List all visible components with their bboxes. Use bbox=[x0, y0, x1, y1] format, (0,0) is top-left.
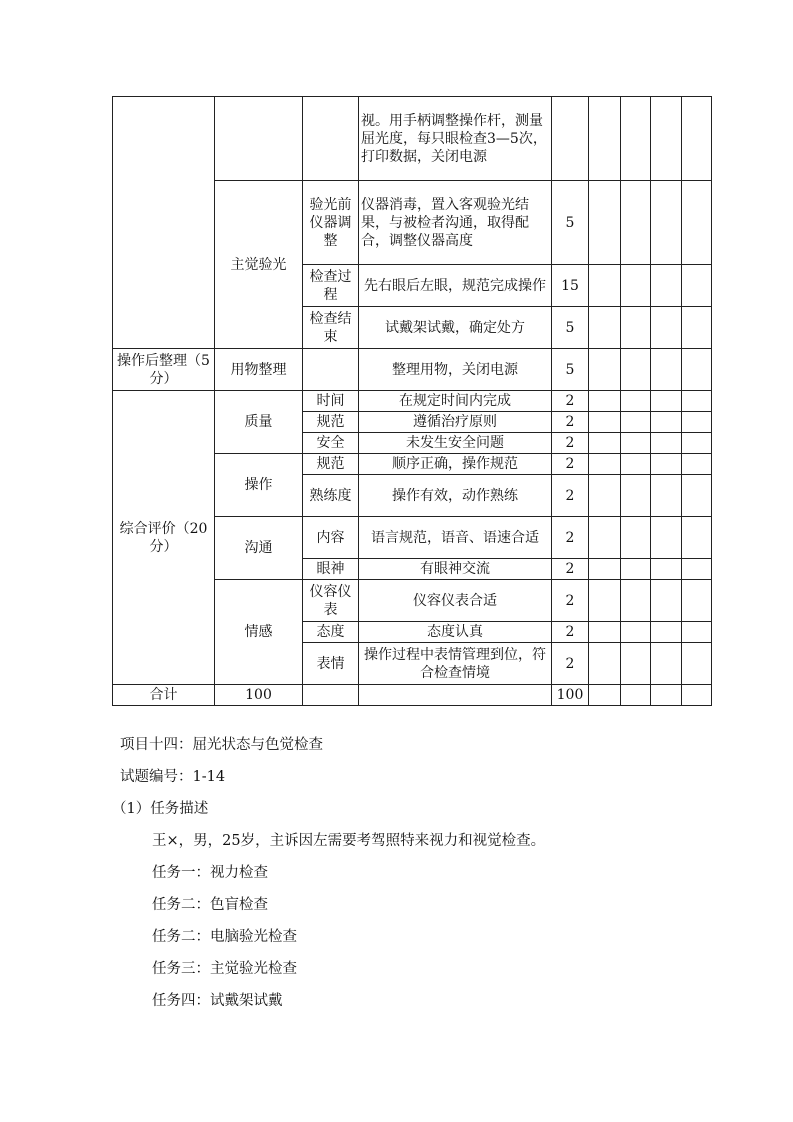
table-cell: 安全 bbox=[303, 433, 359, 454]
table-cell: 操作有效，动作熟练 bbox=[359, 475, 552, 517]
table-cell bbox=[682, 643, 712, 685]
table-cell bbox=[621, 349, 651, 391]
table-cell bbox=[682, 307, 712, 349]
table-cell bbox=[589, 349, 621, 391]
table-cell: 主觉验光 bbox=[215, 181, 303, 349]
table-cell: 眼神 bbox=[303, 559, 359, 580]
table-cell bbox=[621, 622, 651, 643]
table-cell bbox=[589, 265, 621, 307]
table-cell bbox=[621, 454, 651, 475]
table-cell bbox=[651, 580, 682, 622]
table-cell bbox=[682, 97, 712, 181]
table-cell: 试戴架试戴，确定处方 bbox=[359, 307, 552, 349]
table-cell bbox=[682, 349, 712, 391]
table-cell: 时间 bbox=[303, 391, 359, 412]
table-cell bbox=[589, 454, 621, 475]
table-cell bbox=[651, 391, 682, 412]
table-cell: 遵循治疗原则 bbox=[359, 412, 552, 433]
table-cell bbox=[651, 559, 682, 580]
table-cell: 100 bbox=[215, 685, 303, 706]
table-cell bbox=[651, 517, 682, 559]
table-cell: 未发生安全问题 bbox=[359, 433, 552, 454]
table-cell bbox=[589, 97, 621, 181]
table-cell: 仪器消毒，置入客观验光结果，与被检者沟通，取得配合，调整仪器高度 bbox=[359, 181, 552, 265]
table-cell bbox=[651, 433, 682, 454]
table-cell: 先右眼后左眼，规范完成操作 bbox=[359, 265, 552, 307]
table-cell bbox=[682, 685, 712, 706]
table-cell bbox=[651, 685, 682, 706]
table-cell bbox=[651, 412, 682, 433]
table-row bbox=[113, 391, 712, 412]
table-cell: 综合评价（20分） bbox=[113, 391, 215, 685]
table-cell: 规范 bbox=[303, 454, 359, 475]
table-cell: 2 bbox=[552, 391, 589, 412]
table-cell: 质量 bbox=[215, 391, 303, 454]
table-cell bbox=[682, 475, 712, 517]
project-title: 项目十四：屈光状态与色觉检查 bbox=[120, 737, 323, 753]
table-cell bbox=[589, 412, 621, 433]
table-cell: 操作过程中表情管理到位，符合检查情境 bbox=[359, 643, 552, 685]
task-item: 任务二：色盲检查 bbox=[152, 897, 268, 913]
table-cell: 2 bbox=[552, 622, 589, 643]
table-cell bbox=[621, 412, 651, 433]
table-cell: 合计 bbox=[113, 685, 215, 706]
table-cell bbox=[589, 433, 621, 454]
table-cell: 5 bbox=[552, 307, 589, 349]
table-cell bbox=[589, 517, 621, 559]
table-cell: 表情 bbox=[303, 643, 359, 685]
table-cell: 在规定时间内完成 bbox=[359, 391, 552, 412]
table-cell bbox=[113, 97, 215, 349]
table-cell bbox=[589, 643, 621, 685]
table-cell bbox=[303, 685, 359, 706]
table-row bbox=[113, 349, 712, 391]
table-cell bbox=[682, 559, 712, 580]
scoring-table bbox=[112, 96, 712, 706]
table-cell: 操作后整理（5分） bbox=[113, 349, 215, 391]
table-cell bbox=[651, 97, 682, 181]
table-cell bbox=[682, 454, 712, 475]
section-heading: （1）任务描述 bbox=[112, 801, 209, 817]
task-description: 王×，男，25岁，主诉因左需要考驾照特来视力和视觉检查。 bbox=[152, 833, 546, 849]
table-cell: 2 bbox=[552, 643, 589, 685]
table-cell bbox=[682, 391, 712, 412]
table-cell bbox=[621, 97, 651, 181]
table-cell bbox=[621, 643, 651, 685]
table-cell: 用物整理 bbox=[215, 349, 303, 391]
table-cell: 5 bbox=[552, 181, 589, 265]
table-cell: 整理用物，关闭电源 bbox=[359, 349, 552, 391]
table-cell: 2 bbox=[552, 517, 589, 559]
table-cell bbox=[682, 265, 712, 307]
table-cell: 情感 bbox=[215, 580, 303, 685]
table-cell bbox=[651, 475, 682, 517]
table-cell bbox=[589, 475, 621, 517]
table-cell bbox=[552, 97, 589, 181]
table-cell bbox=[621, 475, 651, 517]
table-cell bbox=[682, 181, 712, 265]
table-cell bbox=[651, 181, 682, 265]
table-cell: 仪容仪表合适 bbox=[359, 580, 552, 622]
table-cell: 100 bbox=[552, 685, 589, 706]
table-cell bbox=[589, 580, 621, 622]
table-cell: 语言规范，语音、语速合适 bbox=[359, 517, 552, 559]
table-cell bbox=[215, 97, 303, 181]
table-cell bbox=[621, 685, 651, 706]
table-cell bbox=[621, 265, 651, 307]
table-cell: 2 bbox=[552, 412, 589, 433]
table-cell: 态度 bbox=[303, 622, 359, 643]
task-item: 任务三：主觉验光检查 bbox=[152, 961, 297, 977]
table-cell: 2 bbox=[552, 433, 589, 454]
table-cell bbox=[651, 349, 682, 391]
table-cell: 检查过程 bbox=[303, 265, 359, 307]
table-cell: 熟练度 bbox=[303, 475, 359, 517]
table-cell bbox=[682, 580, 712, 622]
table-cell: 视。用手柄调整操作杆，测量屈光度，每只眼检查3—5次，打印数据，关闭电源 bbox=[359, 97, 552, 181]
task-item: 任务四：试戴架试戴 bbox=[152, 993, 283, 1009]
table-cell bbox=[651, 265, 682, 307]
table-cell bbox=[621, 580, 651, 622]
table-cell bbox=[682, 622, 712, 643]
table-cell bbox=[621, 517, 651, 559]
table-cell: 2 bbox=[552, 475, 589, 517]
table-cell bbox=[589, 559, 621, 580]
table-row bbox=[113, 685, 712, 706]
table-cell: 态度认真 bbox=[359, 622, 552, 643]
table-cell bbox=[303, 97, 359, 181]
table-cell bbox=[303, 349, 359, 391]
table-cell: 操作 bbox=[215, 454, 303, 517]
table-cell: 沟通 bbox=[215, 517, 303, 580]
table-cell: 内容 bbox=[303, 517, 359, 559]
table-cell: 检查结束 bbox=[303, 307, 359, 349]
table-cell bbox=[589, 622, 621, 643]
table-cell bbox=[589, 181, 621, 265]
table-cell bbox=[589, 307, 621, 349]
table-cell: 规范 bbox=[303, 412, 359, 433]
table-cell: 2 bbox=[552, 580, 589, 622]
table-cell: 有眼神交流 bbox=[359, 559, 552, 580]
table-cell bbox=[589, 685, 621, 706]
table-cell bbox=[682, 433, 712, 454]
table-cell bbox=[651, 643, 682, 685]
table-cell bbox=[359, 685, 552, 706]
table-cell bbox=[682, 517, 712, 559]
table-cell: 2 bbox=[552, 454, 589, 475]
table-cell bbox=[589, 391, 621, 412]
table-cell: 2 bbox=[552, 559, 589, 580]
table-cell: 15 bbox=[552, 265, 589, 307]
table-cell bbox=[621, 181, 651, 265]
question-number: 试题编号：1-14 bbox=[120, 769, 226, 785]
table-row bbox=[113, 97, 712, 181]
table-cell bbox=[621, 559, 651, 580]
table-cell: 验光前仪器调整 bbox=[303, 181, 359, 265]
table-cell bbox=[621, 391, 651, 412]
table-cell: 仪容仪表 bbox=[303, 580, 359, 622]
table-cell bbox=[651, 454, 682, 475]
table-cell: 顺序正确，操作规范 bbox=[359, 454, 552, 475]
table-cell bbox=[682, 412, 712, 433]
table-cell bbox=[651, 307, 682, 349]
task-item: 任务二：电脑验光检查 bbox=[152, 929, 297, 945]
table-cell bbox=[651, 622, 682, 643]
table-cell: 5 bbox=[552, 349, 589, 391]
table-cell bbox=[621, 307, 651, 349]
task-item: 任务一：视力检查 bbox=[152, 865, 268, 881]
table-cell bbox=[621, 433, 651, 454]
